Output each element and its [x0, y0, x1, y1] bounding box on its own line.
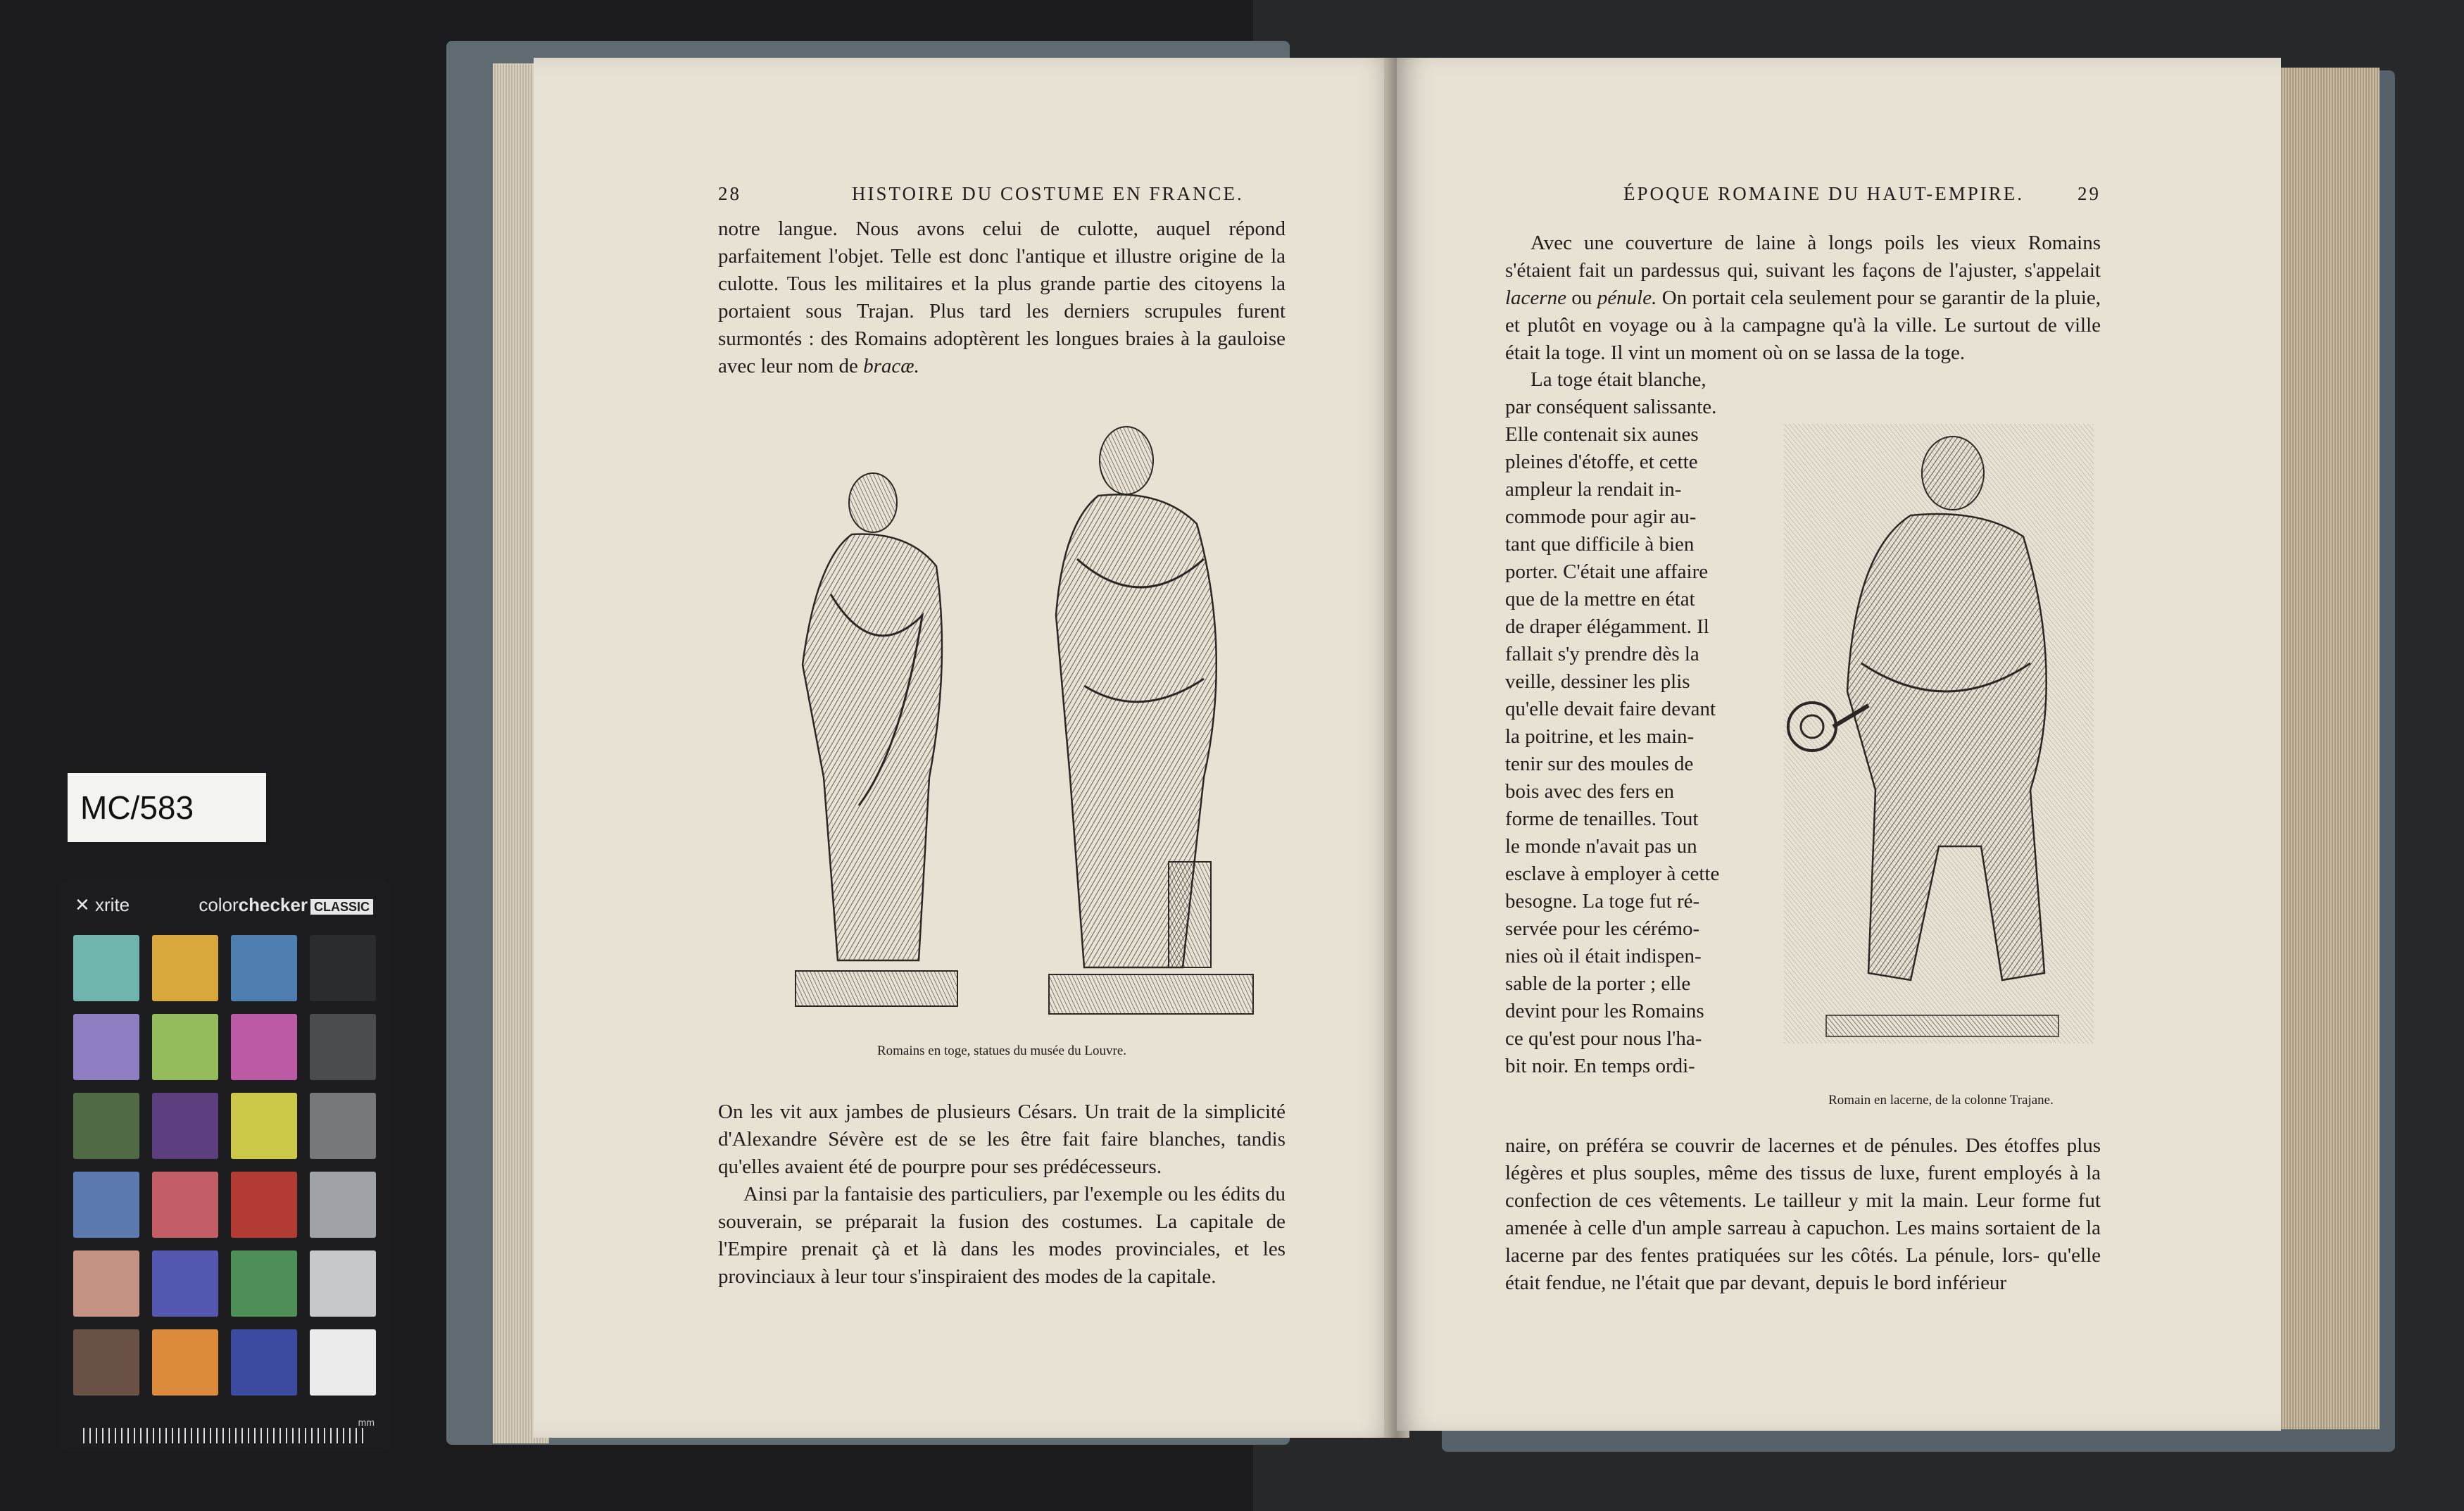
color-swatch [310, 1250, 376, 1317]
column-line: pleines d'étoffe, et cette [1505, 451, 1698, 473]
color-swatch [73, 1250, 139, 1317]
color-swatch [231, 1014, 297, 1080]
lacerne-illustration [1770, 396, 2112, 1072]
figure-caption-left: Romains en toge, statues du musée du Louvre. [876, 1043, 1127, 1058]
column-line: La toge était blanche, [1530, 368, 1706, 391]
column-line: la poitrine, et les main- [1505, 725, 1695, 748]
page-edges-right [2274, 68, 2380, 1429]
color-swatch [152, 935, 218, 1001]
column-line: de draper élégamment. Il [1505, 615, 1709, 638]
column-line: servée pour les cérémo- [1505, 917, 1700, 940]
color-swatch [231, 1172, 297, 1238]
color-swatch [231, 1250, 297, 1317]
color-swatch [310, 935, 376, 1001]
column-line: le monde n'avait pas un [1505, 835, 1697, 858]
color-swatch [152, 1093, 218, 1159]
color-swatch-grid [73, 935, 377, 1396]
color-swatch [310, 1172, 376, 1238]
column-line: porter. C'était une affaire [1505, 560, 1709, 583]
color-swatch [310, 1329, 376, 1396]
color-swatch [310, 1014, 376, 1080]
column-line: nies où il était indispen- [1505, 945, 1702, 967]
color-swatch [231, 935, 297, 1001]
page-number: 28 [718, 183, 741, 204]
statue-left-figure [796, 473, 957, 1006]
color-swatch [231, 1093, 297, 1159]
left-top-text: notre langue. Nous avons celui de culotte, auquel répond parfaitement l'objet. Telle est donc l'antique et illustre origine de la culotte. Tous les militaires et la plus grande partie des citoyens la portaient sous Trajan. Plus tard les derniers scrupules furent surmontés : des Romains adoptèrent les longues braies à la gauloise avec leur nom de bracæ. [718, 218, 1286, 377]
mm-ruler [83, 1428, 367, 1443]
column-line: besogne. La toge fut ré- [1505, 890, 1700, 913]
column-line: fallait s'y prendre dès la [1505, 643, 1699, 665]
color-swatch [73, 935, 139, 1001]
color-swatch [152, 1014, 218, 1080]
column-line: par conséquent salissante. [1505, 396, 1717, 418]
color-swatch [310, 1093, 376, 1159]
statue-right-figure [1049, 427, 1253, 1014]
color-swatch [73, 1093, 139, 1159]
statues-illustration [718, 383, 1286, 1017]
column-line: tant que difficile à bien [1505, 533, 1695, 556]
column-line: ampleur la rendait in- [1505, 478, 1682, 501]
column-line: que de la mettre en état [1505, 588, 1695, 610]
color-swatch [152, 1329, 218, 1396]
column-line: commode pour agir au- [1505, 506, 1697, 528]
colorchecker-logo: colorchecker CLASSIC [199, 894, 373, 916]
xrite-logo: ✕ xrite [75, 894, 130, 915]
column-line: esclave à employer à cette [1505, 863, 1720, 885]
color-swatch [73, 1329, 139, 1396]
column-line: Elle contenait six aunes [1505, 423, 1699, 446]
right-top-text: Avec une couverture de laine à longs poils les vieux Romains s'étaient fait un pardessus qui, suivant les façons de l'ajuster, s'appelait lacerne ou pénule. On portait cela seulement pour se garantir de la pluie, et plutôt en voyage ou à la campagne qu'à la ville. Le surtout de ville était la toge. Il vint un moment où on se lassa de la toge. [1505, 232, 2101, 364]
column-line: tenir sur des moules de [1505, 753, 1694, 775]
right-page [1397, 58, 2281, 1431]
column-line: devint pour les Romains [1505, 1000, 1704, 1022]
ruler-unit: mm [358, 1417, 375, 1428]
column-line: bit noir. En temps ordi- [1505, 1055, 1695, 1077]
column-line: ce qu'est pour nous l'ha- [1505, 1027, 1702, 1050]
left-page [534, 58, 1397, 1438]
color-swatch [231, 1329, 297, 1396]
column-line: veille, dessiner les plis [1505, 670, 1690, 693]
right-column-text [1505, 366, 1749, 1080]
figure-caption-right: Romain en lacerne, de la colonne Trajane. [1828, 1093, 2054, 1108]
column-line: qu'elle devait faire devant [1505, 698, 1716, 720]
right-bottom-text: naire, on préféra se couvrir de lacernes et de pénules. Des étoffes plus légères et plus souples, même des tissus de luxe, furent employés à la confection de ces vêtements. Le tailleur y mit la main. Leur forme fut amenée à celle d'un ample sarreau à capuchon. Les mains sortaient de la lacerne par des fentes pratiquées sur les côtés. La pénule, lors- qu'elle était fendue, ne l'était que par devant, depuis le bord inférieur [1505, 1134, 2101, 1294]
column-line: sable de la porter ; elle [1505, 972, 1691, 995]
color-swatch [152, 1250, 218, 1317]
column-line: forme de tenailles. Tout [1505, 808, 1699, 830]
color-swatch [73, 1014, 139, 1080]
color-swatch [152, 1172, 218, 1238]
color-swatch [73, 1172, 139, 1238]
running-head-title: ÉPOQUE ROMAINE DU HAUT-EMPIRE. [1623, 183, 2024, 204]
specimen-label: MC/583 [68, 773, 266, 842]
running-head-title: HISTOIRE DU COSTUME EN FRANCE. [852, 183, 1244, 204]
page-number: 29 [2078, 183, 2101, 204]
column-line: bois avec des fers en [1505, 780, 1674, 803]
color-checker-card [59, 879, 391, 1452]
left-bottom-text: On les vit aux jambes de plusieurs Césars. Un trait de la simplicité d'Alexandre Sévère est de se les être fait faire blanches, tandis qu'elles avaient été de pourpre pour ses prédécesseurs. Ainsi par la fantaisie des particuliers, par l'exemple ou les édits du souverain, se préparait la fusion des costumes. La capitale de l'Empire prenait çà et là dans les modes provinciales, et les provinciaux à leur tour s'inspiraient des modes de la capitale. [718, 1101, 1286, 1288]
